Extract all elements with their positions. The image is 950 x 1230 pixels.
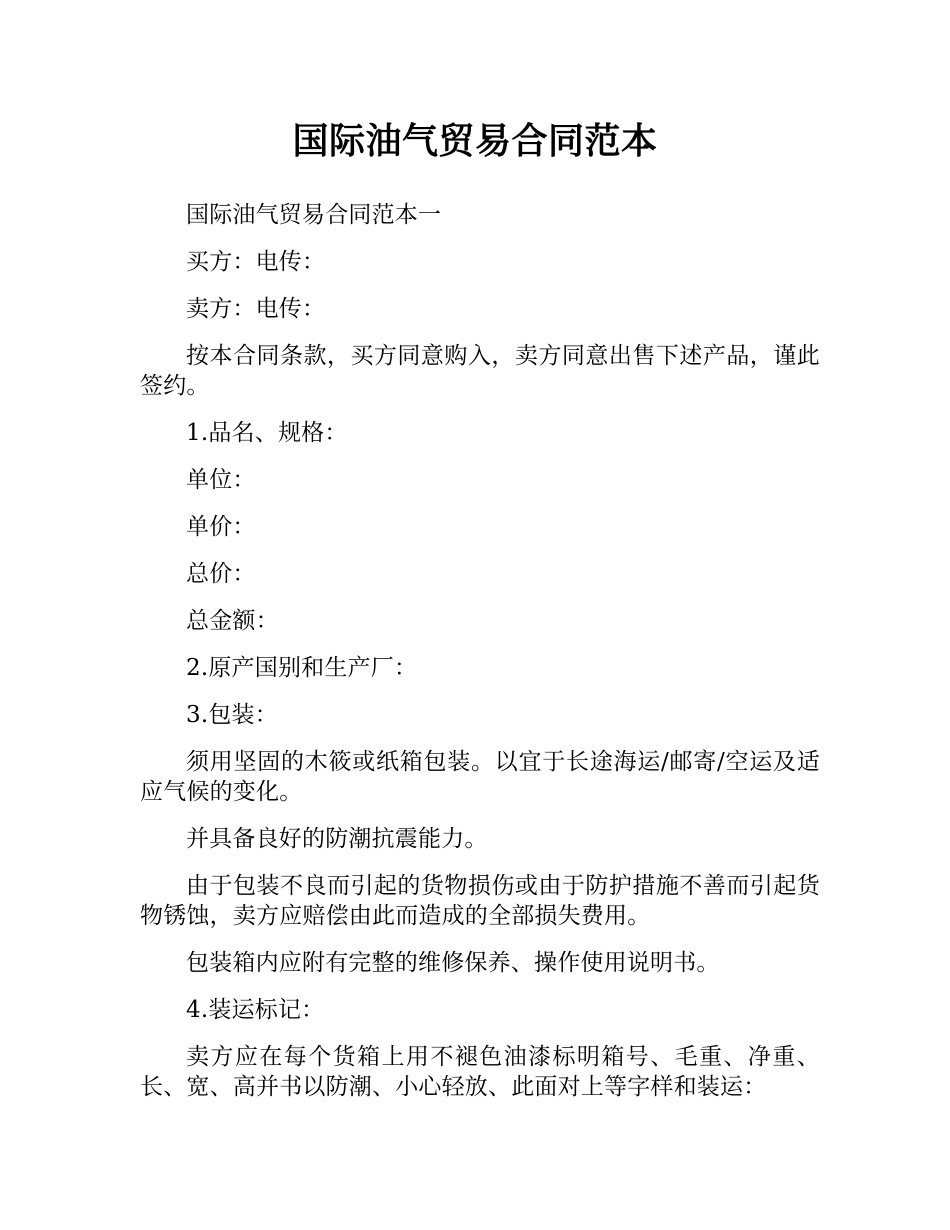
- paragraph-shipping-marks: 卖方应在每个货箱上用不褪色油漆标明箱号、毛重、净重、长、宽、高并书以防潮、小心轻放、此面对上等字样和装运：: [140, 1044, 820, 1100]
- paragraph-manual: 包装箱内应附有完整的维修保养、操作使用说明书。: [186, 950, 720, 976]
- paragraph-shipping-marks-heading: 4.装运标记：: [186, 997, 325, 1023]
- document-body: [140, 200, 820, 1119]
- paragraph-moisture-proof: 并具备良好的防潮抗震能力。: [186, 826, 488, 852]
- paragraph-unit: 单位：: [186, 467, 256, 493]
- paragraph-agreement: 按本合同条款，买方同意购入，卖方同意出售下述产品，谨此签约。: [140, 343, 820, 399]
- paragraph-total-amount: 总金额：: [186, 608, 279, 634]
- paragraph-packing-heading: 3.包装：: [186, 702, 278, 728]
- paragraph-seller: 卖方：电传：: [186, 296, 326, 322]
- paragraph-unit-price: 单价：: [186, 514, 256, 540]
- paragraph-contract-heading: 国际油气贸易合同范本一: [186, 202, 442, 228]
- paragraph-total-price: 总价：: [186, 561, 256, 587]
- paragraph-origin: 2.原产国别和生产厂：: [186, 655, 418, 681]
- paragraph-packing-material: 须用坚固的木筱或纸箱包装。以宜于长途海运/邮寄/空运及适应气候的变化。: [140, 749, 820, 805]
- paragraph-buyer: 买方：电传：: [186, 249, 326, 275]
- paragraph-product-spec: 1.品名、规格：: [186, 420, 348, 446]
- document-title: 国际油气贸易合同范本: [292, 121, 658, 162]
- paragraph-damage-liability: 由于包装不良而引起的货物损伤或由于防护措施不善而引起货物锈蚀，卖方应赔偿由此而造成的全部损失费用。: [140, 873, 820, 929]
